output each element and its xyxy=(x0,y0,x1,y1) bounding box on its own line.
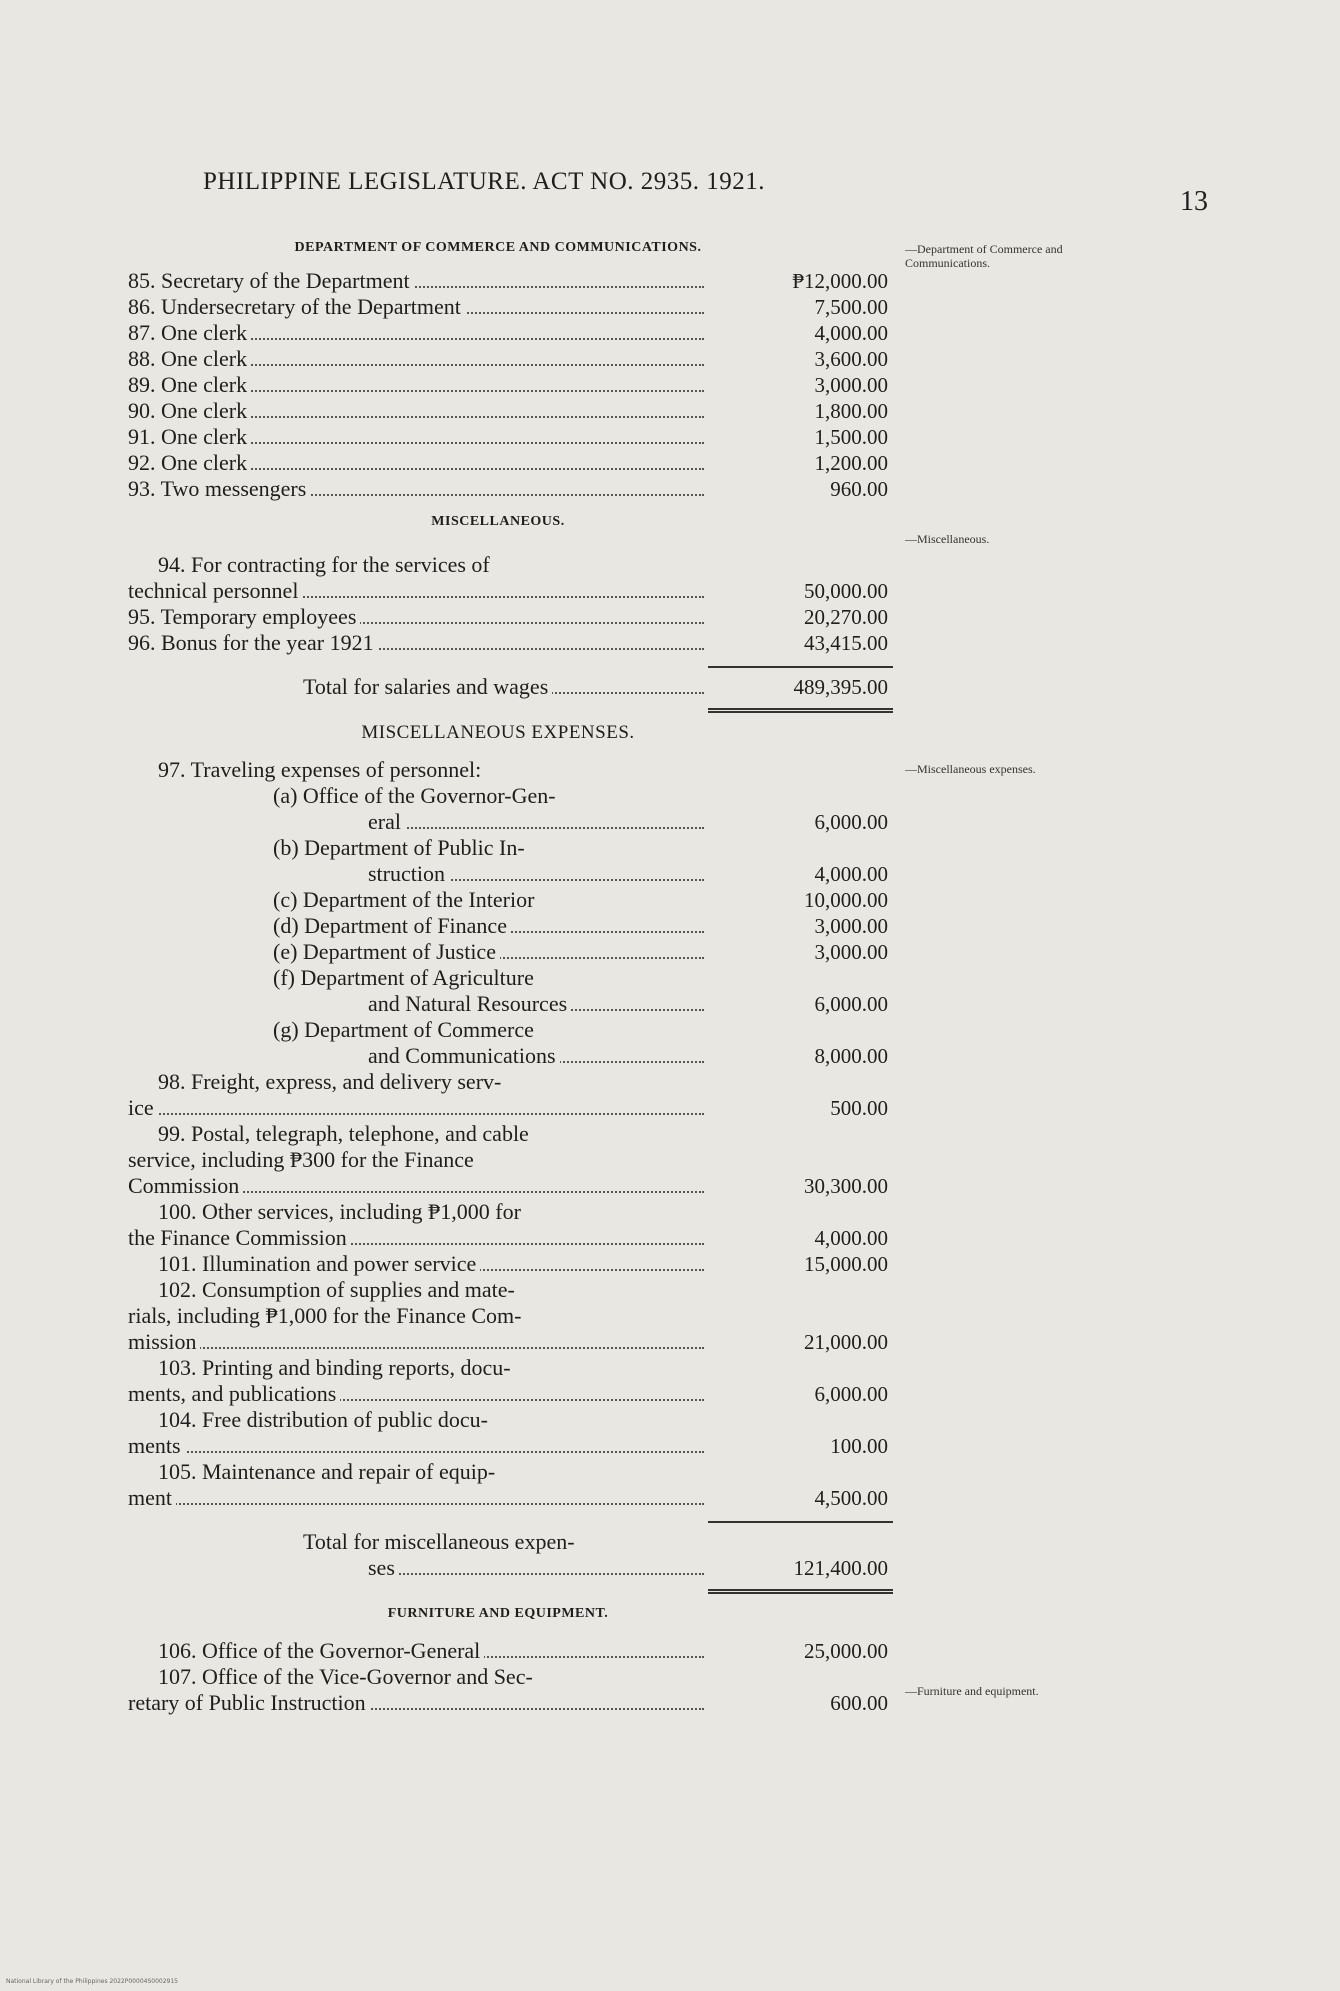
list-item xyxy=(128,424,898,450)
list-item xyxy=(128,450,898,476)
list-item xyxy=(128,294,898,320)
amount: 4,000.00 xyxy=(814,321,888,345)
total-row: Total for miscellaneous expen- ses 121,400.00 xyxy=(128,1529,898,1581)
list-item xyxy=(128,346,898,372)
list-item xyxy=(128,604,898,630)
section-heading-expenses: MISCELLANEOUS EXPENSES. xyxy=(361,722,635,743)
item-label: 92. One clerk xyxy=(128,450,251,475)
commerce-items xyxy=(128,268,898,502)
misc-items xyxy=(128,604,898,656)
list-item: 106. Office of the Governor-General 25,000.00 xyxy=(128,1638,898,1664)
list-item: (f) Department of Agriculture and Natural Resources 6,000.00 xyxy=(128,965,898,1017)
amount: ₱12,000.00 xyxy=(792,269,888,293)
list-item: (b) Department of Public In- struction 4,000.00 xyxy=(128,835,898,887)
amount: 50,000.00 xyxy=(804,579,888,603)
list-item: 94. For contracting for the services of technical personnel 50,000.00 xyxy=(128,552,888,603)
amount: 43,415.00 xyxy=(804,631,888,655)
amount: 20,270.00 xyxy=(804,605,888,629)
list-item: 97. Traveling expenses of personnel: xyxy=(128,757,898,783)
list-item: (c) Department of the Interior 10,000.00 xyxy=(128,887,898,913)
side-note-misc: —Miscellaneous. xyxy=(905,532,990,546)
amount: 3,000.00 xyxy=(814,373,888,397)
side-note-furniture: —Furniture and equipment. xyxy=(905,1684,1039,1698)
list-item: (d) Department of Finance 3,000.00 xyxy=(128,913,898,939)
item-label: 85. Secretary of the Department xyxy=(128,268,414,293)
amount: 7,500.00 xyxy=(814,295,888,319)
amount: 3,600.00 xyxy=(814,347,888,371)
list-item: 98. Freight, express, and delivery serv- ice 500.00 xyxy=(128,1069,888,1120)
amount: 489,395.00 xyxy=(793,675,888,699)
list-item: 101. Illumination and power service 15,000.00 xyxy=(128,1251,898,1277)
amount: 1,800.00 xyxy=(814,399,888,423)
page-number: 13 xyxy=(1180,186,1208,217)
side-note-expenses: —Miscellaneous expenses. xyxy=(905,762,1036,776)
item-label: 90. One clerk xyxy=(128,398,251,423)
item-label: 86. Undersecretary of the Department xyxy=(128,294,465,319)
running-header: PHILIPPINE LEGISLATURE. ACT NO. 2935. 1921. xyxy=(203,168,766,195)
section-heading-misc: MISCELLANEOUS. xyxy=(431,514,565,529)
side-note-commerce: —Department of Commerce and Communications. xyxy=(905,242,1063,270)
list-item: (e) Department of Justice 3,000.00 xyxy=(128,939,898,965)
item-label: 91. One clerk xyxy=(128,424,251,449)
list-item: 100. Other services, including ₱1,000 for the Finance Commission 4,000.00 xyxy=(128,1199,888,1250)
amount: 1,500.00 xyxy=(814,425,888,449)
item-label: 87. One clerk xyxy=(128,320,251,345)
list-item: 102. Consumption of supplies and mate- rials, including ₱1,000 for the Finance Com- mission 21,000.00 xyxy=(128,1277,888,1354)
list-item xyxy=(128,476,898,502)
appropriations-table xyxy=(128,234,898,1716)
list-item xyxy=(128,630,898,656)
item-label: 88. One clerk xyxy=(128,346,251,371)
list-item xyxy=(128,268,898,294)
list-item: 99. Postal, telegraph, telephone, and cable service, including ₱300 for the Finance Commission 30,300.00 xyxy=(128,1121,888,1198)
list-item: (a) Office of the Governor-Gen- eral 6,000.00 xyxy=(128,783,898,835)
list-item xyxy=(128,372,898,398)
list-item: 107. Office of the Vice-Governor and Sec- retary of Public Instruction 600.00 xyxy=(128,1664,888,1715)
list-item: 104. Free distribution of public docu- ments 100.00 xyxy=(128,1407,888,1458)
item-label: 93. Two messengers xyxy=(128,476,310,501)
amount: 960.00 xyxy=(830,477,888,501)
list-item: (g) Department of Commerce and Communications 8,000.00 xyxy=(128,1017,898,1069)
amount: 1,200.00 xyxy=(814,451,888,475)
list-item: 103. Printing and binding reports, docu- ments, and publications 6,000.00 xyxy=(128,1355,888,1406)
list-item xyxy=(128,398,898,424)
item-label: 96. Bonus for the year 1921 xyxy=(128,630,378,655)
scan-footer: National Library of the Philippines 2022P00004S0002915 xyxy=(6,1978,178,1985)
list-item: 105. Maintenance and repair of equip- ment 4,500.00 xyxy=(128,1459,888,1510)
section-heading-furniture: FURNITURE AND EQUIPMENT. xyxy=(387,1606,609,1621)
item-label: 89. One clerk xyxy=(128,372,251,397)
list-item xyxy=(128,320,898,346)
total-row: Total for salaries and wages 489,395.00 xyxy=(128,674,898,700)
item-label: 95. Temporary employees xyxy=(128,604,360,629)
section-heading-commerce: DEPARTMENT OF COMMERCE AND COMMUNICATIONS. xyxy=(294,240,702,255)
